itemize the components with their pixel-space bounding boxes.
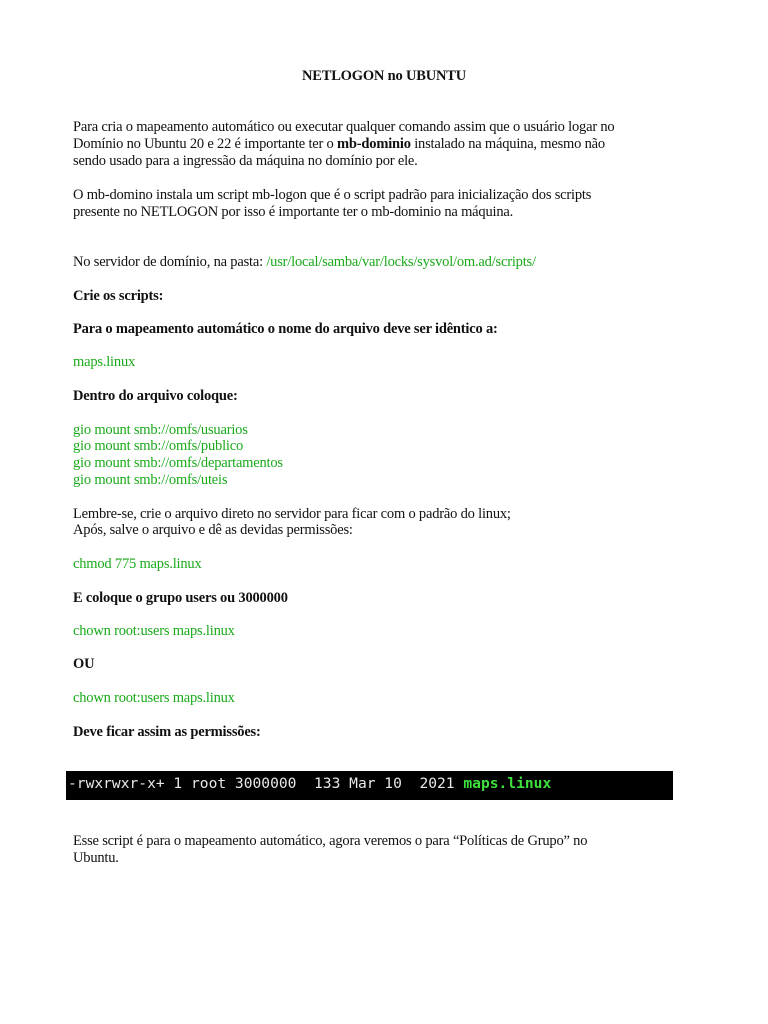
- intro-line-3: sendo usado para a ingressão da máquina no domínio por ele.: [73, 153, 418, 169]
- para4-line-2: Após, salve o arquivo e dê as devidas permissões:: [73, 522, 353, 538]
- or-text: OU: [73, 656, 95, 672]
- permissions-text: -rwxrwxr-x+ 1 root 3000000 133 Mar 10 2021: [68, 775, 464, 792]
- para2-line-2: presente no NETLOGON por isso é importante ter o mb-dominio na máquina.: [73, 204, 514, 220]
- heading-create-scripts: Crie os scripts:: [73, 288, 164, 304]
- terminal-line: [68, 775, 551, 792]
- intro-line-1: Para cria o mapeamento automático ou executar qualquer comando assim que o usuário logar no: [73, 119, 615, 135]
- terminal-filename: maps.linux: [463, 775, 552, 792]
- heading-group: E coloque o grupo users ou 3000000: [73, 590, 288, 606]
- server-path-line: [73, 254, 536, 271]
- command-line: gio mount smb://omfs/departamentos: [73, 455, 283, 471]
- para4-line-1: Lembre-se, crie o arquivo direto no servidor para ficar com o padrão do linux;: [73, 506, 511, 522]
- chown-command-2: chown root:users maps.linux: [73, 690, 235, 706]
- intro-line-2: [73, 136, 605, 153]
- text: Domínio no Ubuntu 20 e 22 é importante ter o: [73, 136, 338, 152]
- path-text: /usr/local/samba/var/locks/sysvol/om.ad/scripts/: [266, 254, 536, 270]
- terminal-screenshot: [66, 771, 673, 800]
- command-line: gio mount smb://omfs/usuarios: [73, 422, 248, 438]
- para5-line-2: Ubuntu.: [73, 850, 119, 866]
- command-line: gio mount smb://omfs/uteis: [73, 472, 228, 488]
- page-title: NETLOGON no UBUNTU: [302, 68, 466, 84]
- para5-line-1: Esse script é para o mapeamento automático, agora veremos o para “Políticas de Grupo” no: [73, 833, 588, 849]
- bold-term: mb-dominio: [337, 136, 411, 152]
- chmod-command: chmod 775 maps.linux: [73, 556, 202, 572]
- heading-permissions: Deve ficar assim as permissões:: [73, 724, 261, 740]
- text: instalado na máquina, mesmo não: [410, 136, 605, 152]
- heading-filename: Para o mapeamento automático o nome do arquivo deve ser idêntico a:: [73, 321, 498, 337]
- chown-command-1: chown root:users maps.linux: [73, 623, 235, 639]
- text: No servidor de domínio, na pasta:: [73, 254, 267, 270]
- command-line: gio mount smb://omfs/publico: [73, 438, 244, 454]
- heading-file-contents: Dentro do arquivo coloque:: [73, 388, 238, 404]
- filename-text: maps.linux: [73, 354, 136, 370]
- para2-line-1: O mb-domino instala um script mb-logon que é o script padrão para inicialização dos scripts: [73, 187, 592, 203]
